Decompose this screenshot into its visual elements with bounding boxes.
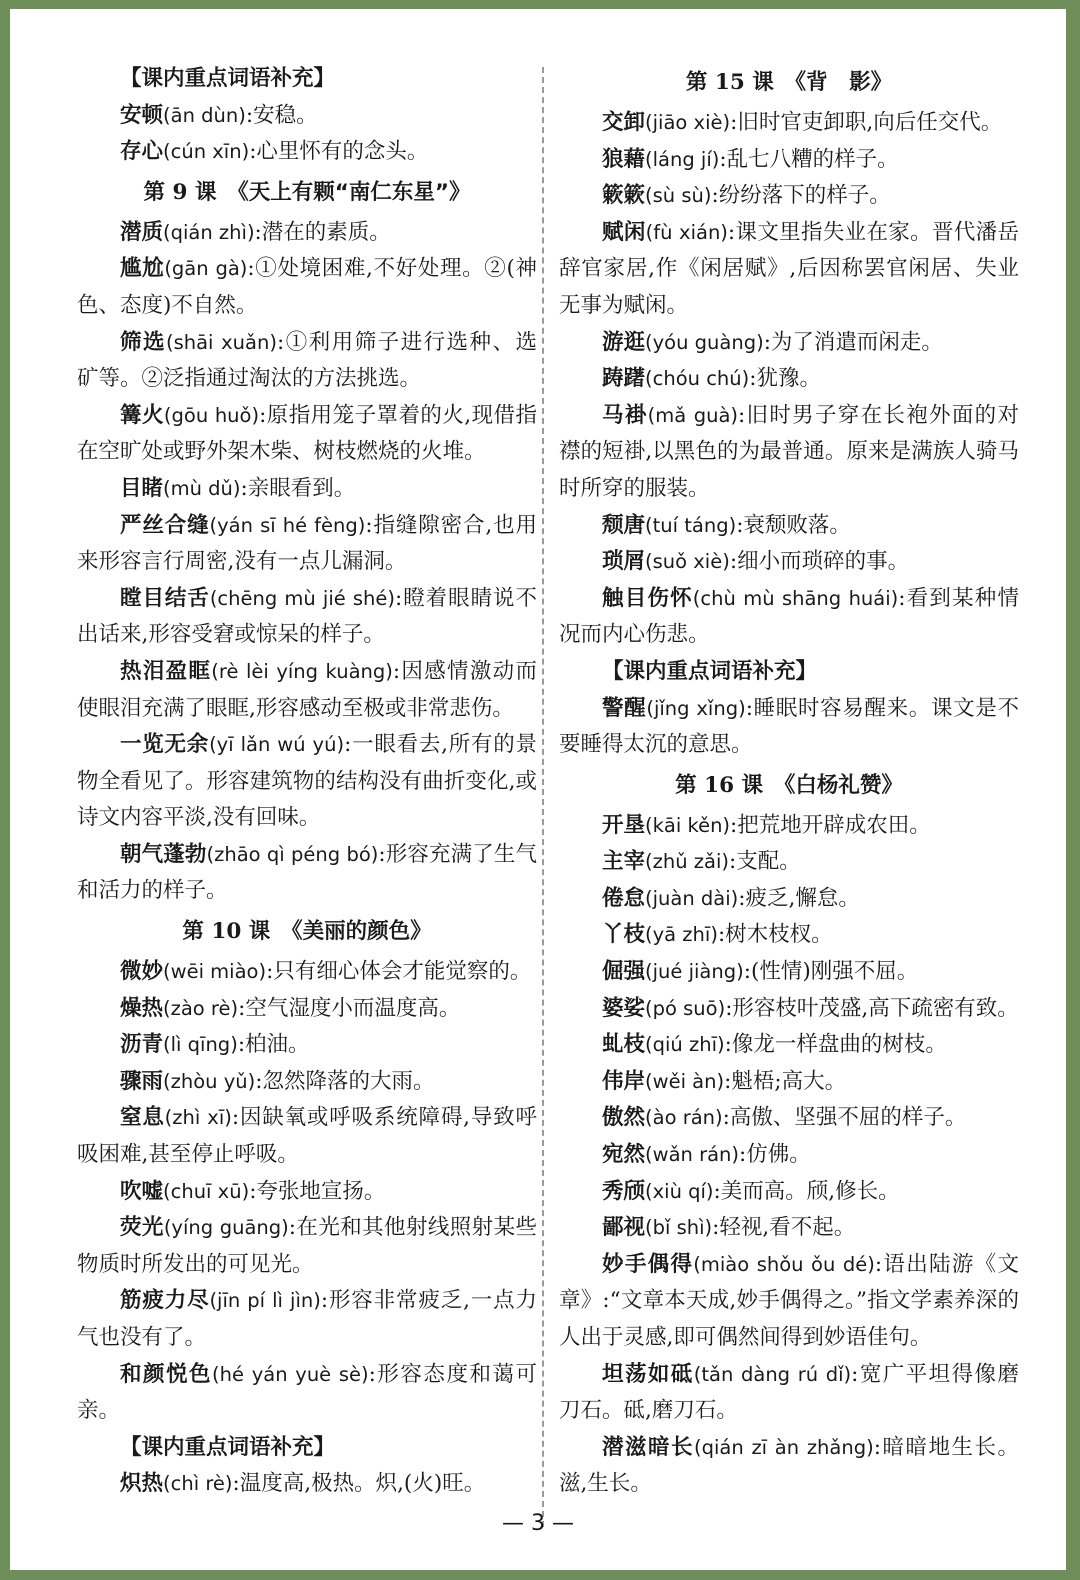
vocab-pinyin: (kāi kěn) bbox=[645, 813, 731, 837]
vocab-term: 坦荡如砥 bbox=[602, 1361, 694, 1387]
lesson-title: 《背 影》 bbox=[795, 70, 893, 95]
vocab-entry bbox=[559, 325, 1019, 362]
vocab-term: 筋疲力尽 bbox=[120, 1288, 210, 1314]
vocab-definition: :支配。 bbox=[729, 849, 801, 875]
vocab-term: 琐屑 bbox=[602, 549, 646, 575]
vocab-entry bbox=[559, 1357, 1019, 1430]
vocab-definition: :细小而琐碎的事。 bbox=[729, 549, 910, 575]
vocab-entry bbox=[559, 954, 1019, 991]
vocab-entry bbox=[77, 215, 537, 252]
vocab-definition: :形容非常疲乏,一点力气也没有了。 bbox=[77, 1288, 537, 1350]
vocab-entry bbox=[559, 1430, 1019, 1503]
lesson-number: 第 16 课 bbox=[675, 772, 764, 798]
vocab-pinyin: (chì rè) bbox=[163, 1472, 233, 1496]
vocab-pinyin: (suǒ xiè) bbox=[645, 550, 730, 574]
vocab-pinyin: (yī lǎn wú yú) bbox=[209, 733, 345, 757]
vocab-term: 颓唐 bbox=[602, 512, 646, 538]
vocab-pinyin: (chù mù shāng huái) bbox=[692, 586, 899, 610]
vocab-definition: :像龙一样盘曲的树枝。 bbox=[724, 1032, 947, 1058]
vocab-term: 狼藉 bbox=[602, 146, 646, 172]
vocab-definition: :瞪着眼睛说不出话来,形容受窘或惊呆的样子。 bbox=[77, 585, 538, 648]
vocab-term: 微妙 bbox=[120, 959, 164, 985]
vocab-term: 伟岸 bbox=[602, 1068, 646, 1094]
vocab-definition: :看到某种情况而内心伤悲。 bbox=[559, 585, 1019, 648]
vocab-term: 警醒 bbox=[602, 695, 647, 721]
vocab-pinyin: (fù xián) bbox=[645, 220, 728, 244]
vocab-term: 游逛 bbox=[602, 329, 646, 355]
vocab-pinyin: (wěi àn) bbox=[645, 1069, 725, 1093]
vocab-pinyin: (xiù qí) bbox=[645, 1179, 714, 1203]
vocab-term: 鄙视 bbox=[602, 1215, 646, 1241]
vocab-entry bbox=[559, 178, 1019, 215]
vocab-pinyin: (mù dǔ) bbox=[163, 476, 241, 500]
vocab-pinyin: (zào rè) bbox=[163, 996, 239, 1020]
page bbox=[10, 9, 1066, 1570]
vocab-definition: :疲乏,懈怠。 bbox=[738, 885, 860, 911]
vocab-pinyin: (pó suō) bbox=[645, 996, 726, 1020]
lesson-number: 第 15 课 bbox=[685, 70, 774, 95]
vocab-entry bbox=[559, 917, 1019, 954]
vocab-term: 吹嘘 bbox=[120, 1178, 164, 1204]
vocab-pinyin: (gōu huǒ) bbox=[163, 403, 260, 427]
vocab-entry bbox=[559, 581, 1019, 654]
vocab-entry bbox=[77, 1283, 537, 1356]
vocab-definition: :旧时男子穿在长袍外面的对襟的短褂,以黑色的为最普通。原来是满族人骑马时所穿的服装。 bbox=[559, 402, 1019, 501]
vocab-entry bbox=[77, 325, 537, 398]
vocab-pinyin: (tuí táng) bbox=[645, 513, 737, 537]
vocab-entry bbox=[77, 1466, 537, 1503]
vocab-definition: :形容充满了生气和活力的样子。 bbox=[77, 841, 537, 904]
vocab-pinyin: (jiāo xiè) bbox=[645, 111, 731, 134]
vocab-definition: :(性情)刚强不屈。 bbox=[743, 959, 919, 985]
vocab-pinyin: (wǎn rán) bbox=[645, 1143, 740, 1167]
vocab-definition: :暗暗地生长。滋,生长。 bbox=[559, 1434, 1019, 1497]
vocab-term: 潜滋暗长 bbox=[602, 1434, 695, 1460]
vocab-term: 傲然 bbox=[602, 1105, 646, 1131]
vocab-pinyin: (yíng guāng) bbox=[163, 1216, 289, 1240]
lesson-title: 《美丽的颜色》 bbox=[291, 919, 432, 945]
page-number: — 3 — bbox=[502, 1511, 574, 1536]
vocab-term: 赋闲 bbox=[602, 219, 646, 245]
vocab-term: 婆娑 bbox=[602, 995, 646, 1021]
vocab-definition: :犹豫。 bbox=[749, 366, 821, 392]
section-heading: 【课内重点词语补充】 bbox=[602, 658, 818, 684]
vocab-definition: :形容态度和蔼可亲。 bbox=[77, 1361, 537, 1424]
vocab-definition: :亲眼看到。 bbox=[240, 475, 356, 501]
vocab-pinyin: (ān dùn) bbox=[163, 103, 246, 127]
vocab-definition: :睡眠时容易醒来。课文是不要睡得太沉的意思。 bbox=[559, 695, 1019, 758]
vocab-entry bbox=[559, 1210, 1019, 1247]
vocab-definition: :柏油。 bbox=[237, 1032, 310, 1058]
vocab-definition: :美而高。颀,修长。 bbox=[713, 1178, 900, 1204]
vocab-entry bbox=[559, 142, 1019, 179]
vocab-term: 目睹 bbox=[120, 475, 164, 501]
vocab-pinyin: (miào shǒu ǒu dé) bbox=[693, 1252, 875, 1276]
vocab-definition: :忽然降落的大雨。 bbox=[255, 1068, 435, 1094]
vocab-entry bbox=[77, 1064, 537, 1101]
vocab-definition: :魁梧;高大。 bbox=[724, 1068, 847, 1094]
vocab-pinyin: (rè lèi yíng kuàng) bbox=[211, 659, 393, 683]
vocab-entry bbox=[559, 361, 1019, 398]
vocab-pinyin: (gān gà) bbox=[164, 257, 248, 281]
vocab-entry bbox=[559, 881, 1019, 918]
vocab-term: 燥热 bbox=[120, 995, 164, 1021]
vocab-term: 存心 bbox=[120, 139, 164, 165]
vocab-pinyin: (yóu guàng) bbox=[645, 330, 764, 354]
vocab-term: 妙手偶得 bbox=[602, 1251, 694, 1277]
column-divider bbox=[542, 67, 544, 1527]
vocab-term: 触目伤怀 bbox=[602, 585, 693, 611]
vocab-pinyin: (mǎ guà) bbox=[647, 403, 738, 427]
vocab-entry bbox=[77, 727, 537, 837]
vocab-term: 尴尬 bbox=[120, 256, 165, 282]
vocab-pinyin: (cún xīn) bbox=[163, 140, 250, 164]
vocab-pinyin: (láng jí) bbox=[645, 147, 720, 171]
vocab-pinyin: (zhòu yǔ) bbox=[163, 1069, 256, 1093]
vocab-definition: :指缝隙密合,也用来形容言行周密,没有一点儿漏洞。 bbox=[77, 512, 537, 575]
vocab-entry bbox=[77, 991, 537, 1028]
vocab-term: 主宰 bbox=[602, 849, 646, 875]
left-column bbox=[77, 61, 537, 1503]
section-heading: 【课内重点词语补充】 bbox=[120, 1434, 336, 1460]
vocab-entry bbox=[77, 398, 537, 471]
vocab-entry bbox=[77, 1210, 537, 1283]
vocab-entry bbox=[77, 654, 537, 727]
lesson-heading bbox=[559, 61, 1019, 105]
vocab-definition: :安稳。 bbox=[245, 102, 318, 128]
vocab-definition: :旧时官吏卸职,向后任交代。 bbox=[730, 110, 1003, 135]
vocab-entry bbox=[77, 581, 537, 654]
vocab-pinyin: (qiú zhī) bbox=[645, 1033, 725, 1057]
vocab-entry bbox=[77, 508, 537, 581]
vocab-pinyin: (sù sù) bbox=[645, 184, 712, 208]
vocab-pinyin: (chēng mù jié shé) bbox=[209, 586, 396, 610]
lesson-heading bbox=[77, 171, 537, 215]
vocab-term: 炽热 bbox=[120, 1471, 164, 1497]
vocab-entry bbox=[559, 1137, 1019, 1174]
vocab-pinyin: (zhì xī) bbox=[164, 1106, 232, 1130]
vocab-entry bbox=[559, 1064, 1019, 1101]
vocab-definition: :因缺氧或呼吸系统障碍,导致呼吸困难,甚至停止呼吸。 bbox=[77, 1105, 537, 1168]
vocab-definition: :树木枝杈。 bbox=[717, 922, 833, 948]
vocab-definition: :形容枝叶茂盛,高下疏密有致。 bbox=[725, 995, 1019, 1021]
vocab-entry bbox=[559, 1027, 1019, 1064]
vocab-term: 倔强 bbox=[602, 959, 646, 985]
lesson-heading bbox=[77, 910, 537, 954]
vocab-pinyin: (jīn pí lì jìn) bbox=[209, 1289, 321, 1313]
vocab-pinyin: (bǐ shì) bbox=[645, 1216, 713, 1240]
vocab-entry bbox=[559, 215, 1019, 325]
vocab-definition: :乱七八糟的样子。 bbox=[719, 146, 899, 172]
vocab-term: 簌簌 bbox=[602, 183, 646, 209]
vocab-definition: :纷纷落下的样子。 bbox=[711, 183, 891, 209]
vocab-definition: :夸张地宣扬。 bbox=[249, 1178, 386, 1204]
vocab-definition: :因感情激动而使眼泪充满了眼眶,形容感动至极或非常悲伤。 bbox=[77, 658, 537, 721]
vocab-term: 倦怠 bbox=[602, 885, 646, 911]
vocab-term: 窒息 bbox=[120, 1105, 165, 1131]
vocab-entry bbox=[559, 1174, 1019, 1211]
vocab-definition: :原指用笼子罩着的火,现借指在空旷处或野外架木柴、树枝燃烧的火堆。 bbox=[77, 402, 537, 465]
vocab-entry bbox=[559, 808, 1019, 845]
vocab-term: 交卸 bbox=[602, 110, 646, 135]
vocab-term: 朝气蓬勃 bbox=[120, 841, 207, 867]
vocab-entry bbox=[559, 1100, 1019, 1137]
vocab-entry bbox=[559, 105, 1019, 142]
vocab-term: 虬枝 bbox=[602, 1032, 646, 1058]
vocab-definition: :温度高,极热。炽,(火)旺。 bbox=[232, 1471, 486, 1497]
vocab-definition: :语出陆游《文章》:“文章本天成,妙手偶得之。”指文学素养深的人出于灵感,即可偶然间得到妙语佳句。 bbox=[559, 1251, 1019, 1350]
vocab-definition: :只有细心体会才能觉察的。 bbox=[266, 959, 532, 985]
vocab-pinyin: (yán sī hé fèng) bbox=[209, 513, 366, 537]
vocab-entry bbox=[77, 98, 537, 135]
vocab-term: 丫枝 bbox=[602, 922, 646, 948]
vocab-entry bbox=[77, 251, 537, 324]
vocab-pinyin: (ào rán) bbox=[645, 1106, 723, 1130]
vocab-entry bbox=[559, 508, 1019, 545]
vocab-pinyin: (jué jiàng) bbox=[645, 960, 744, 984]
vocab-entry bbox=[559, 398, 1019, 508]
vocab-term: 一览无余 bbox=[120, 732, 210, 758]
vocab-term: 严丝合缝 bbox=[120, 512, 210, 538]
lesson-title: 《天上有颗“南仁东星”》 bbox=[237, 179, 471, 205]
vocab-pinyin: (lì qīng) bbox=[163, 1033, 238, 1057]
vocab-entry bbox=[77, 134, 537, 171]
vocab-term: 热泪盈眶 bbox=[120, 658, 212, 684]
vocab-entry bbox=[77, 837, 537, 910]
vocab-entry bbox=[77, 1357, 537, 1430]
vocab-definition: :空气湿度小而温度高。 bbox=[238, 995, 461, 1021]
vocab-term: 筛选 bbox=[120, 329, 166, 355]
vocab-entry bbox=[559, 991, 1019, 1028]
vocab-definition: :把荒地开辟成农田。 bbox=[730, 812, 931, 838]
vocab-term: 荧光 bbox=[120, 1215, 164, 1241]
vocab-pinyin: (shāi xuǎn) bbox=[165, 330, 277, 354]
vocab-term: 沥青 bbox=[120, 1032, 164, 1058]
vocab-pinyin: (tǎn dàng rú dǐ) bbox=[693, 1362, 852, 1386]
vocab-term: 开垦 bbox=[602, 812, 646, 838]
vocab-term: 宛然 bbox=[602, 1142, 646, 1168]
vocab-pinyin: (jǐng xǐng) bbox=[646, 696, 746, 720]
vocab-pinyin: (hé yán yuè sè) bbox=[212, 1362, 369, 1386]
vocab-definition: :轻视,看不起。 bbox=[712, 1215, 856, 1241]
vocab-entry bbox=[77, 954, 537, 991]
vocab-definition: :心里怀有的念头。 bbox=[249, 139, 429, 165]
vocab-definition: :衰颓败落。 bbox=[736, 512, 851, 538]
vocab-definition: :在光和其他射线照射某些物质时所发出的可见光。 bbox=[77, 1215, 537, 1277]
vocab-pinyin: (yā zhī) bbox=[645, 923, 718, 947]
vocab-term: 瞠目结舌 bbox=[120, 585, 210, 611]
vocab-pinyin: (juàn dài) bbox=[645, 886, 739, 910]
lesson-heading bbox=[559, 764, 1019, 808]
right-column bbox=[559, 61, 1019, 1503]
vocab-definition: :课文里指失业在家。晋代潘岳辞官家居,作《闲居赋》,后因称罢官闲居、失业无事为赋闲。 bbox=[559, 219, 1019, 318]
vocab-entry bbox=[77, 1174, 537, 1211]
vocab-term: 篝火 bbox=[120, 402, 164, 428]
section-heading: 【课内重点词语补充】 bbox=[120, 66, 336, 91]
vocab-definition: :①利用筛子进行选种、选矿等。②泛指通过淘汰的方法挑选。 bbox=[77, 329, 537, 392]
vocab-term: 和颜悦色 bbox=[120, 1361, 213, 1387]
vocab-term: 秀颀 bbox=[602, 1178, 646, 1204]
vocab-definition: :仿佛。 bbox=[739, 1142, 811, 1168]
vocab-entry bbox=[559, 1247, 1019, 1357]
vocab-term: 潜质 bbox=[120, 219, 164, 245]
vocab-entry bbox=[77, 1027, 537, 1064]
lesson-number: 第 9 课 bbox=[143, 179, 217, 205]
vocab-pinyin: (zhǔ zǎi) bbox=[645, 850, 729, 874]
vocab-pinyin: (wēi miào) bbox=[163, 960, 267, 984]
lesson-number: 第 10 课 bbox=[182, 919, 271, 945]
vocab-pinyin: (chóu chú) bbox=[645, 367, 750, 391]
vocab-pinyin: (zhāo qì péng bó) bbox=[206, 842, 379, 866]
vocab-term: 骤雨 bbox=[120, 1068, 164, 1094]
vocab-term: 安顿 bbox=[120, 102, 164, 128]
vocab-entry bbox=[559, 844, 1019, 881]
vocab-pinyin: (chuī xū) bbox=[163, 1179, 250, 1203]
vocab-pinyin: (qián zī àn zhǎng) bbox=[694, 1435, 874, 1459]
lesson-title: 《白杨礼赞》 bbox=[784, 772, 903, 798]
vocab-pinyin: (qián zhì) bbox=[163, 220, 255, 244]
vocab-term: 踌躇 bbox=[602, 366, 646, 392]
vocab-definition: :①处境困难,不好处理。②(神色、态度)不自然。 bbox=[77, 256, 537, 318]
vocab-definition: :宽广平坦得像磨刀石。砥,磨刀石。 bbox=[559, 1361, 1019, 1424]
vocab-definition: :为了消遣而闲走。 bbox=[763, 329, 943, 355]
vocab-definition: :潜在的素质。 bbox=[254, 219, 391, 245]
vocab-definition: :高傲、坚强不屈的样子。 bbox=[722, 1105, 967, 1131]
vocab-term: 马褂 bbox=[602, 402, 648, 428]
vocab-entry bbox=[559, 544, 1019, 581]
vocab-entry bbox=[77, 471, 537, 508]
vocab-entry bbox=[77, 1100, 537, 1173]
vocab-definition: :一眼看去,所有的景物全看见了。形容建筑物的结构没有曲折变化,或诗文内容平淡,没有回味。 bbox=[77, 732, 537, 831]
vocab-entry bbox=[559, 691, 1019, 764]
